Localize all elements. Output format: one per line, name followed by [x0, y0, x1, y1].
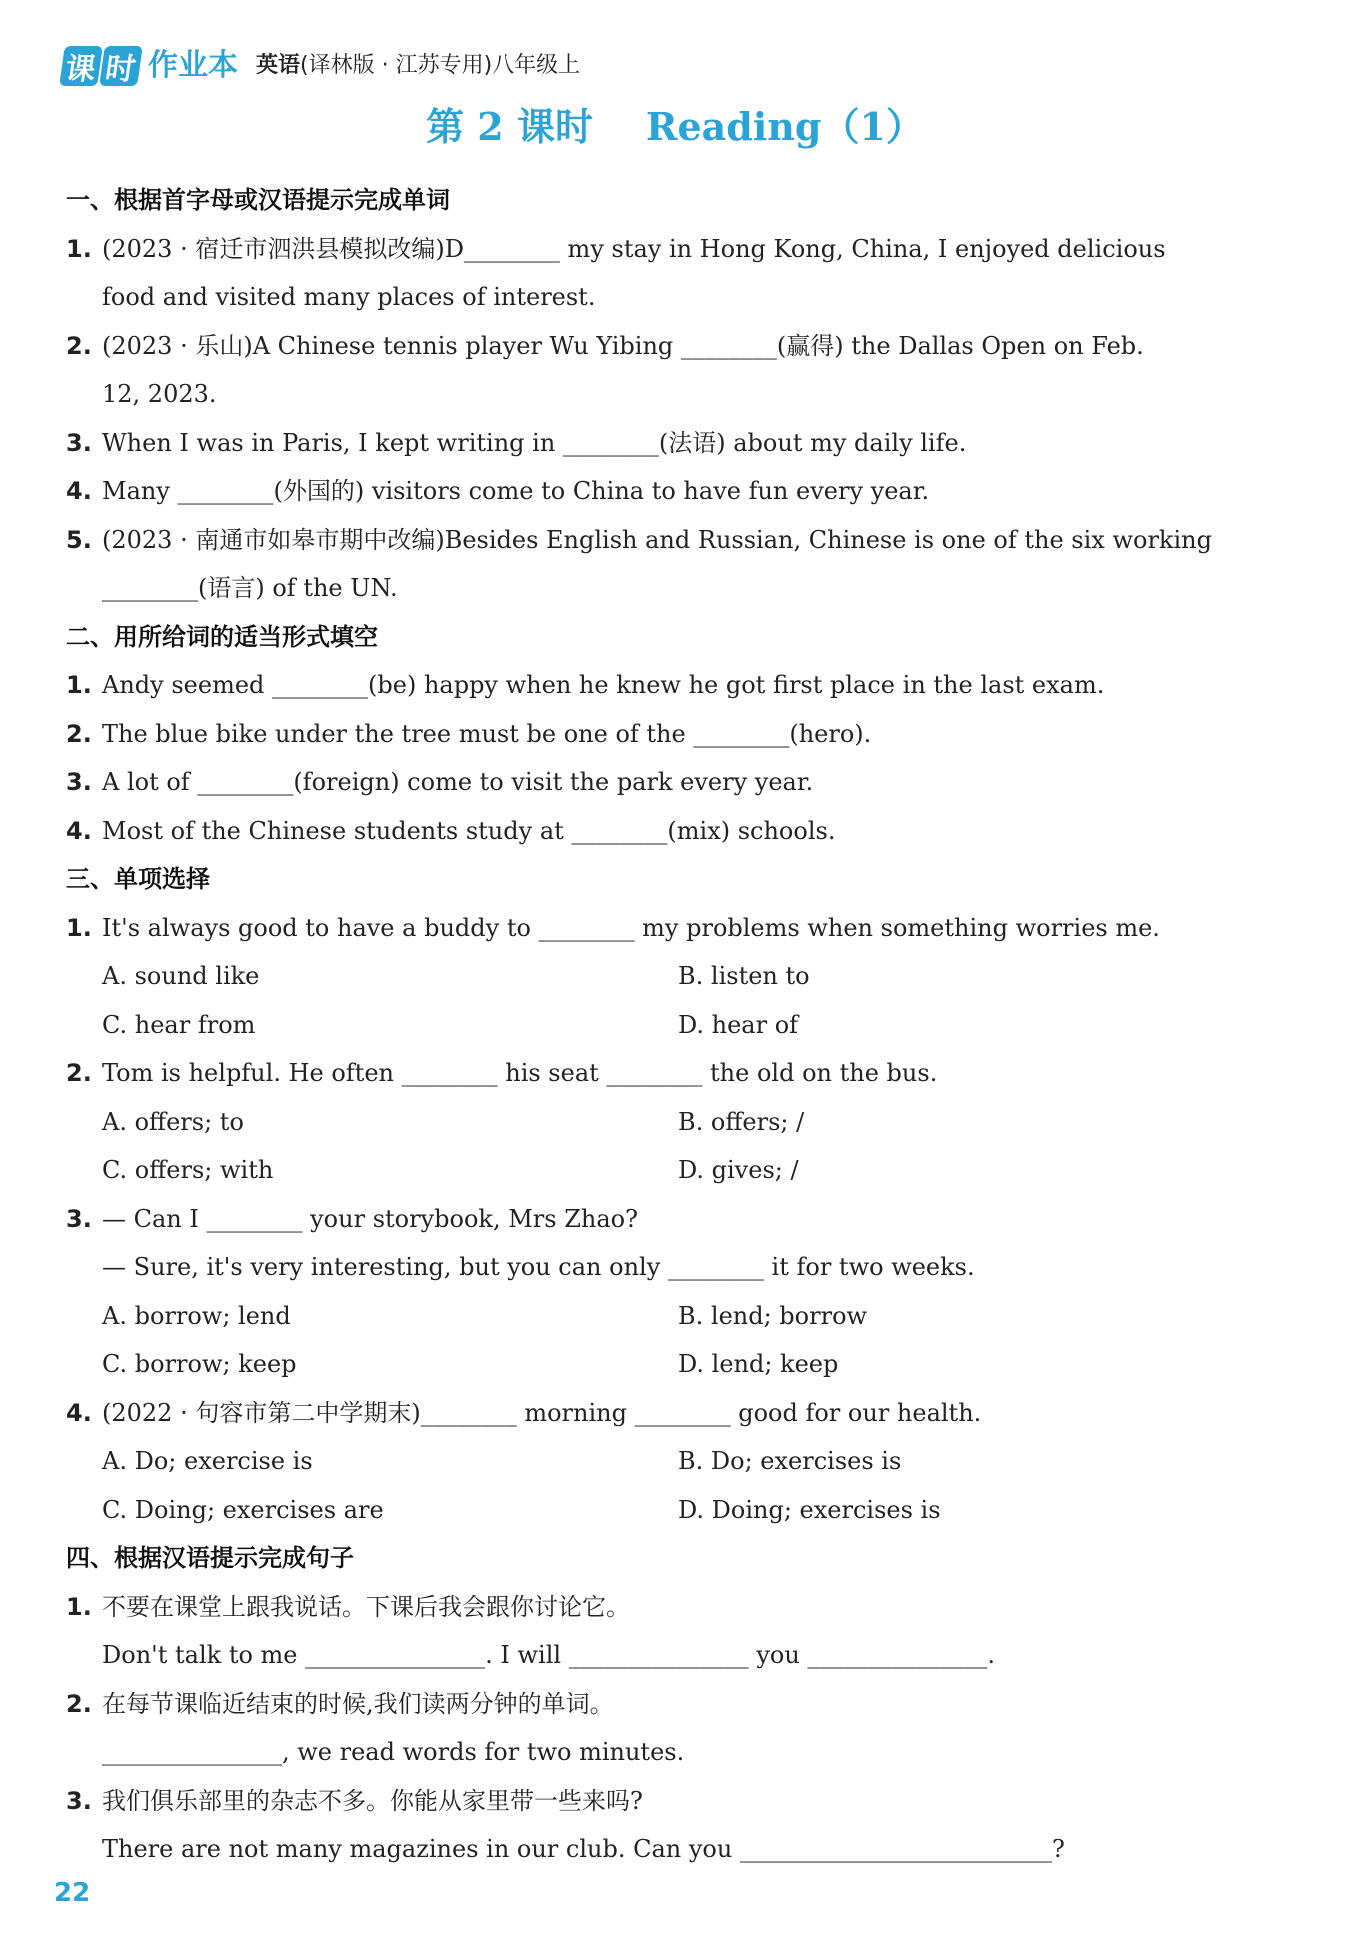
item-text: — Sure, it's very interesting, but you can only ________ it for two weeks. [102, 1253, 975, 1281]
section-title: 二、用所给词的适当形式填空 [66, 622, 378, 651]
option-row [66, 1340, 1266, 1389]
item-text: It's always good to have a buddy to ________ my problems when something worries me. [102, 913, 1160, 942]
section-3-items [66, 904, 1266, 1535]
section-title: 三、单项选择 [66, 865, 210, 893]
item-number: 1. [66, 1592, 92, 1621]
item-number: 4. [66, 816, 92, 845]
item-number: 3. [66, 1786, 92, 1815]
list-item [66, 1631, 1266, 1680]
option-choice[interactable]: A. sound like [102, 962, 260, 990]
item-text: When I was in Paris, I kept writing in ________(法语) about my daily life. [102, 428, 967, 457]
list-item [66, 564, 1266, 613]
list-item [66, 225, 1266, 274]
list-item [66, 516, 1266, 565]
section-4-items [66, 1583, 1266, 1874]
option-choice[interactable]: B. offers; / [678, 1107, 805, 1136]
item-number: 4. [66, 477, 92, 505]
list-item [66, 1583, 1266, 1632]
item-number: 2. [66, 1059, 92, 1087]
section-title: 四、根据汉语提示完成句子 [66, 1544, 354, 1572]
item-text: Most of the Chinese students study at ________(mix) schools. [102, 816, 836, 845]
list-item [66, 322, 1266, 371]
item-text: 我们俱乐部里的杂志不多。你能从家里带一些来吗? [102, 1786, 643, 1815]
item-text: 12, 2023. [102, 380, 217, 408]
list-item [66, 370, 1266, 419]
option-row [66, 1486, 1266, 1535]
logo [62, 46, 142, 86]
option-row [66, 1098, 1266, 1147]
list-item [66, 758, 1266, 807]
option-choice[interactable]: A. borrow; lend [102, 1301, 291, 1330]
option-choice[interactable]: D. Doing; exercises is [678, 1495, 941, 1524]
list-item [66, 807, 1266, 856]
item-text: 不要在课堂上跟我说话。下课后我会跟你讨论它。 [102, 1592, 630, 1621]
item-number: 1. [66, 913, 92, 942]
option-choice[interactable]: C. borrow; keep [102, 1350, 297, 1378]
logo-char: 时 [99, 46, 143, 86]
item-number: 4. [66, 1398, 92, 1427]
lesson-title: 第 2 课时 Reading（1） [426, 104, 924, 149]
option-choice[interactable]: B. listen to [678, 962, 810, 990]
item-number: 3. [66, 428, 92, 457]
item-number: 2. [66, 1689, 92, 1718]
list-item [66, 1728, 1266, 1777]
subject: 英语 [256, 53, 301, 78]
option-choice[interactable]: C. hear from [102, 1010, 256, 1039]
item-text: (2023 · 南通市如皋市期中改编)Besides English and Russian, Chinese is one of the six working [102, 525, 1212, 554]
option-row [66, 952, 1266, 1001]
option-row [66, 1001, 1266, 1050]
option-choice[interactable]: A. offers; to [102, 1107, 244, 1136]
header [62, 36, 580, 86]
question-stem [66, 904, 1266, 953]
list-item [66, 1825, 1266, 1874]
item-number: 3. [66, 768, 92, 796]
list-item [66, 1777, 1266, 1826]
section-2-items [66, 661, 1266, 855]
item-text: Many ________(外国的) visitors come to China to have fun every year. [102, 477, 930, 505]
item-text: The blue bike under the tree must be one of the ________(hero). [102, 719, 872, 748]
list-item [66, 467, 1266, 516]
item-text: Tom is helpful. He often ________ his seat ________ the old on the bus. [102, 1059, 938, 1087]
option-row [66, 1292, 1266, 1341]
item-text: Andy seemed ________(be) happy when he knew he got first place in the last exam. [102, 671, 1105, 699]
list-item [66, 419, 1266, 468]
item-number: 2. [66, 719, 92, 748]
item-text: (2022 · 句容市第二中学期末)________ morning ________ good for our health. [102, 1398, 982, 1427]
page-number: 22 [54, 1878, 91, 1908]
option-row [66, 1146, 1266, 1195]
list-item [66, 661, 1266, 710]
list-item [66, 273, 1266, 322]
item-text: (2023 · 乐山)A Chinese tennis player Wu Yibing ________(赢得) the Dallas Open on Feb. [102, 331, 1144, 360]
option-choice[interactable]: B. lend; borrow [678, 1301, 868, 1330]
option-choice[interactable]: D. lend; keep [678, 1350, 839, 1378]
option-choice[interactable]: B. Do; exercises is [678, 1447, 902, 1475]
item-text: (2023 · 宿迁市泗洪县模拟改编)D________ my stay in Hong Kong, China, I enjoyed delicious [102, 234, 1166, 263]
question-stem [66, 1195, 1266, 1244]
section-title: 一、根据首字母或汉语提示完成单词 [66, 186, 450, 214]
option-choice[interactable]: A. Do; exercise is [102, 1447, 313, 1475]
subject-note: (译林版 · 江苏专用)八年级上 [300, 53, 581, 78]
item-text: — Can I ________ your storybook, Mrs Zhao? [102, 1204, 638, 1233]
item-number: 2. [66, 331, 92, 360]
option-choice[interactable]: C. Doing; exercises are [102, 1495, 384, 1524]
item-text: ________(语言) of the UN. [102, 574, 398, 602]
item-text: _______________, we read words for two minutes. [102, 1738, 685, 1766]
item-text: Don't talk to me _______________. I will _______________ you _______________. [102, 1641, 996, 1669]
item-text: 在每节课临近结束的时候,我们读两分钟的单词。 [102, 1689, 614, 1718]
item-number: 1. [66, 234, 92, 263]
option-choice[interactable]: C. offers; with [102, 1156, 274, 1184]
exercise-content [66, 176, 1266, 1874]
list-item [66, 1680, 1266, 1729]
list-item [66, 710, 1266, 759]
section-1-items [66, 225, 1266, 613]
question-stem [66, 1049, 1266, 1098]
logo-text: 作业本 [148, 48, 238, 83]
item-number: 1. [66, 671, 92, 699]
option-choice[interactable]: D. gives; / [678, 1156, 799, 1184]
question-stem [66, 1389, 1266, 1438]
item-text: food and visited many places of interest. [102, 283, 596, 311]
item-number: 3. [66, 1204, 92, 1233]
item-text: There are not many magazines in our club. Can you __________________________? [102, 1835, 1065, 1863]
logo-char: 课 [59, 46, 103, 86]
item-number: 5. [66, 525, 92, 554]
item-text: A lot of ________(foreign) come to visit the park every year. [102, 768, 814, 796]
question-stem [66, 1243, 1266, 1292]
option-choice[interactable]: D. hear of [678, 1010, 799, 1039]
option-row [66, 1437, 1266, 1486]
